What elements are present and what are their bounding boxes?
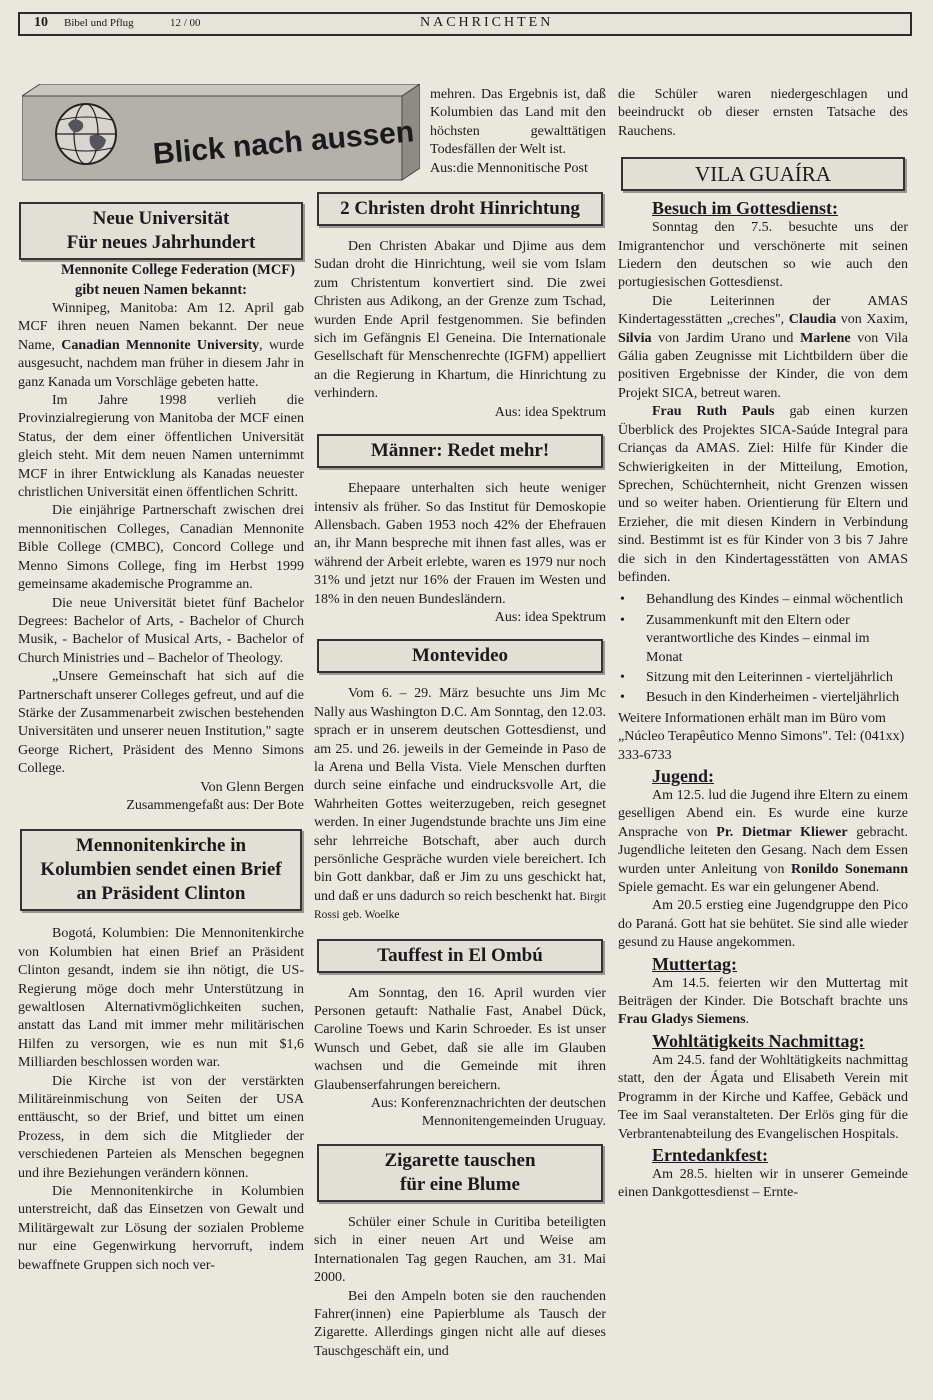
paragraph: Die Mennonitenkirche in Kolumbien unterstreicht, daß das Einsetzen von Gewalt und Militärgewalt zur Lösung der sozialen Probleme nur eine Gegenwirkung hervorruft, indem bewaffnete Gruppen sich noch ver- (18, 1184, 304, 1273)
bullet-list (618, 591, 908, 707)
article-title-neue-universitaet (19, 202, 303, 260)
paragraph: Die neue Universität bietet fünf Bachelor Degrees: Bachelor of Arts, - Bachelor of Church Musik, - Bachelor of Musical Arts, - Bachelor of Church Ministries und – Bachelor of Theology. (18, 595, 304, 666)
banner-text: Blick nach aussen (151, 115, 416, 171)
article-author: Von Glenn Bergen (200, 779, 304, 795)
article-title-kolumbien (20, 829, 302, 911)
magazine-name: Bibel und Pflug (64, 17, 134, 29)
section-heading: Wohltätigkeits Nachmittag: (652, 1030, 865, 1051)
paragraph: Bogotá, Kolumbien: Die Mennonitenkirche von Kolumbien hat einen Brief an Präsident Clinton gesandt, indem sie ihn nötigt, die US-Regierung möge doch mehr Unterstützung in gewaltlosen Alternativmöglichkeiten suchen, anstatt das Land mit immer mehr militärischen Hilfen zu versorgen, wie es nun mit $1,6 Milliarden beschlossen worden war. (18, 926, 304, 1071)
paragraph: Den Christen Abakar und Djime aus dem Sudan droht die Hinrichtung, weil sie vom Islam zum Christentum konvertiert sind. Die zwei Christen aus Adikong, an der Grenze zum Tschad, wurden Ende April festgenommen. Sie befinden sich im Gefängnis El Geneina. Die Internationale Gesellschaft für Menschenrechte (IGFM) appelliert an die Regierung in Khartum, die Hinrichtung zu verhindern. (314, 239, 606, 402)
section-title-vila-guaira: VILA GUAÍRA (621, 157, 905, 191)
section-heading: Erntedankfest: (652, 1144, 768, 1165)
article-title-tauffest: Tauffest in El Ombú (317, 939, 603, 973)
list-item: • Zusammenkunft mit den Eltern oder verantwortliche des Kindes – einmal im Monat (618, 612, 908, 667)
title-line: Zigarette tauschen (384, 1149, 536, 1171)
article-subhead: Mennonite College Federation (MCF) gibt neuen Namen bekannt: (61, 262, 295, 298)
continued-article (430, 86, 606, 178)
title-line: Neue Universität (92, 208, 230, 229)
article-title-montevideo: Montevideo (317, 639, 603, 673)
article-title-hinrichtung: 2 Christen droht Hinrichtung (317, 192, 603, 226)
paragraph: Die Leiterinnen der AMAS Kindertagesstätten „creches", Claudia von Xaxim, Silvia von Jardim Urano und Marlene von Vila Gália gaben Zeugnisse mit Lichtbildern über die positiven Ergebnisse der Kinder, die von dem Projekt SICA, betreut waren. (618, 293, 909, 401)
paragraph: mehren. Das Ergebnis ist, daß Kolumbien das Land mit den höchsten gewalttätigen Todesfällen der Welt ist. (430, 87, 606, 158)
section-heading: Jugend: (652, 766, 715, 786)
article-source: Zusammengefaßt aus: Der Bote (126, 797, 304, 813)
paragraph: Die einjährige Partnerschaft zwischen drei mennonitischen Colleges, Canadian Mennonite Bible College (CMBC), Concord College und Menno Simons College, fing im Herbst 1999 gemeinsame akademische Programme an. (18, 503, 304, 593)
title-line: Für neues Jahrhundert (66, 232, 256, 253)
title-line: Kolumbien sendet einen Brief (40, 859, 282, 881)
paragraph: Sonntag den 7.5. besuchte uns der Imigrantenchor und verschönerte mit seinen Liedern den deutschen so wie auch den portugiesischen Gottesdienst. (618, 220, 908, 291)
list-item: • Besuch in den Kinderheimen - vierteljährlich (618, 689, 908, 707)
title-line: Mennonitenkirche in (75, 835, 247, 857)
paragraph: Ehepaare unterhalten sich heute weniger intensiv als früher. So das Institut für Demoskopie Allensbach. Gaben 1953 noch 42% der Ehefrauen an, ihr Mann bespreche mit ihnen fast alles, was er während der Arbeit erlebte, waren es 1979 nur noch 31% und jetzt nur 16% der Frauen im Westen und 18% in den neuen Bundesländern. (314, 481, 606, 607)
paragraph: Winnipeg, Manitoba: Am 12. April gab MCF ihren neuen Namen bekannt. Der neue Name, Canadian Mennonite University, wurde ausgesucht, nachdem man früher in diesem Jahr in ganz Kanada um Vorschläge gebeten hatte. (18, 301, 304, 390)
paragraph: Am 20.5 erstieg eine Jugendgruppe den Pico do Paraná. Gott hat sie behütet. Sie sind alle wieder gesund zu Hause angekommen. (618, 898, 908, 951)
paragraph: Frau Ruth Pauls gab einen kurzen Überblick des Projektes SICA-Saúde Integral para Crianças da AMAS. Ziel: Hilfe für Kinder die Schwierigkeiten in der Mitteilung, Emotion, Sprechen, Schüchternheit, nicht Grenzen wissen und so weiter haben. Orientierung für Eltern und Erzieher, die mit diesen Kindern in Verbindung sind. Bestimmt ist es für Kinder von 3 bis 7 Jahre die sich in den Kindertagesstätten von AMAS befinden. (618, 404, 908, 585)
section-heading: Besuch im Gottesdienst: (652, 198, 838, 219)
section-title: NACHRICHTEN (420, 15, 554, 30)
globe-icon (56, 104, 116, 164)
paragraph: Am 28.5. hielten wir in unserer Gemeinde einen Dankgottesdienst – Ernte- (618, 1166, 908, 1201)
paragraph: Vom 6. – 29. März besuchte uns Jim Mc Nally aus Washington D.C. Am Sonntag, den 12.03. sprach er in unserem deutschen Gottesdienst, und am 25. und 26. jeweils in der Gemeinde in Paso de la Arena und Bella Vista. Viele Menschen durften durch seine einfache und eindrucksvolle Art, die Wahrheiten Gottes weiterzugeben, reich gesegnet werden. In einer Jugendstunde brachte uns Jim eine sehr lehrreiche Botschaft, aber auch durch persönliche Gespräche wurden viele bereichert. Ich bin Gott dankbar, daß er Jim zu uns geschickt hat, und daß er uns dadurch so reich beschenkt hat. Birgit Rossi geb. Woelke (314, 686, 607, 922)
column-2 (314, 86, 606, 1361)
paragraph: „Unsere Gemeinschaft hat sich auf die Partnerschaft unserer Colleges gefreut, und auf die Stärke der Zusammenarbeit zwischen bestehenden Universitäten und unserer neuen Institution," sagte George Richert, Präsident des Menno Simons College. (18, 669, 304, 777)
article-source: Aus: idea Spektrum (494, 609, 606, 625)
paragraph: Schüler einer Schule in Curitiba beteiligten sich in einer neuen Art und Weise am Internationalen Tag gegen Rauchen, am 31. Mai 2000. (314, 1214, 606, 1286)
paragraph: die Schüler waren niedergeschlagen und beeindruckt ob dieser ernsten Tatsache des Rauchens. (618, 87, 908, 139)
column-1 (18, 208, 304, 1275)
article-source: Aus:die Mennonitische Post (430, 160, 588, 176)
title-line: an Präsident Clinton (76, 883, 246, 905)
paragraph: Im Jahre 1998 verlieh die Provinzialregierung von Manitoba der MCF einen Status, der dem einer öffentlichen Universität gleich steht. Mit dem neuen Namen unternimmt MCF in ihrer Entwicklung als Kanadas neuester christlichen Universität einen öffentlichen Schritt. (18, 393, 304, 501)
title-line: für eine Blume (400, 1173, 520, 1195)
paragraph: Am Sonntag, den 16. April wurden vier Personen getauft: Nathalie Fast, Anabel Dück, Caroline Toews und Karin Schroeder. Es ist unser Wunsch und Gebet, daß sie alle im Glauben wachsen und die Gemeinde mit ihren Glaubenserfahrungen bereichern. (314, 985, 606, 1093)
page-number: 10 (34, 15, 48, 30)
list-item: • Sitzung mit den Leiterinnen - vierteljährlich (618, 669, 908, 687)
issue-number: 12 / 00 (170, 17, 201, 29)
article-title-maenner: Männer: Redet mehr! (317, 434, 603, 468)
paragraph: Die Kirche ist von der verstärkten Militäreinmischung von Seiten der USA enttäuscht, so der Brief, und bittet um einen Prozess, in dem sich die Mitglieder der verschiedenen Parteien als Menschen begegnen und ihre Beziehungen verändern können. (18, 1073, 304, 1181)
article-title-zigarette (317, 1144, 603, 1202)
column-3 (618, 86, 908, 1203)
list-item: • Behandlung des Kindes – einmal wöchentlich (618, 591, 908, 609)
section-heading: Muttertag: (652, 953, 737, 974)
article-source: Aus: Konferenznachrichten der deutschen Mennonitengemeinden Uruguay. (370, 1096, 606, 1130)
paragraph: Am 14.5. feierten wir den Muttertag mit Beiträgen der Kinder. Die Botschaft brachte uns Frau Gladys Siemens. (618, 975, 908, 1028)
paragraph: Weitere Informationen erhält man im Büro vom „Núcleo Terapêutico Menno Simons". Tel: (041xx) 333-6733 (618, 710, 905, 763)
paragraph: Am 12.5. lud die Jugend ihre Eltern zu einem geselligen Abend ein. Es wurde eine kurze Ansprache von Pr. Dietmar Kliewer gebracht. Jugendliche leiteten den Gesang. Nach dem Essen wurden unter Anleitung von Ronildo Sonemann Spiele gemacht. Es war ein gelungener Abend. (618, 788, 908, 896)
page-header (18, 12, 912, 36)
article-source: Aus: idea Spektrum (494, 404, 606, 420)
paragraph: Am 24.5. fand der Wohltätigkeits nachmittag statt, den der Ágata und Elisabeth Verein mit Programm in der Kirche und Kaffee, Gebäck und Tee im Saal veranstalteten. Der Erlös ging für die Verbrantenabteilung des Evangelischen Hospitals. (618, 1052, 908, 1142)
paragraph: Bei den Ampeln boten sie den rauchenden Fahrer(innen) eine Papierblume als Tausch der Zigarette. Allerdings gingen nicht alle auf dieses Tauschgeschäft ein, und (314, 1288, 606, 1359)
